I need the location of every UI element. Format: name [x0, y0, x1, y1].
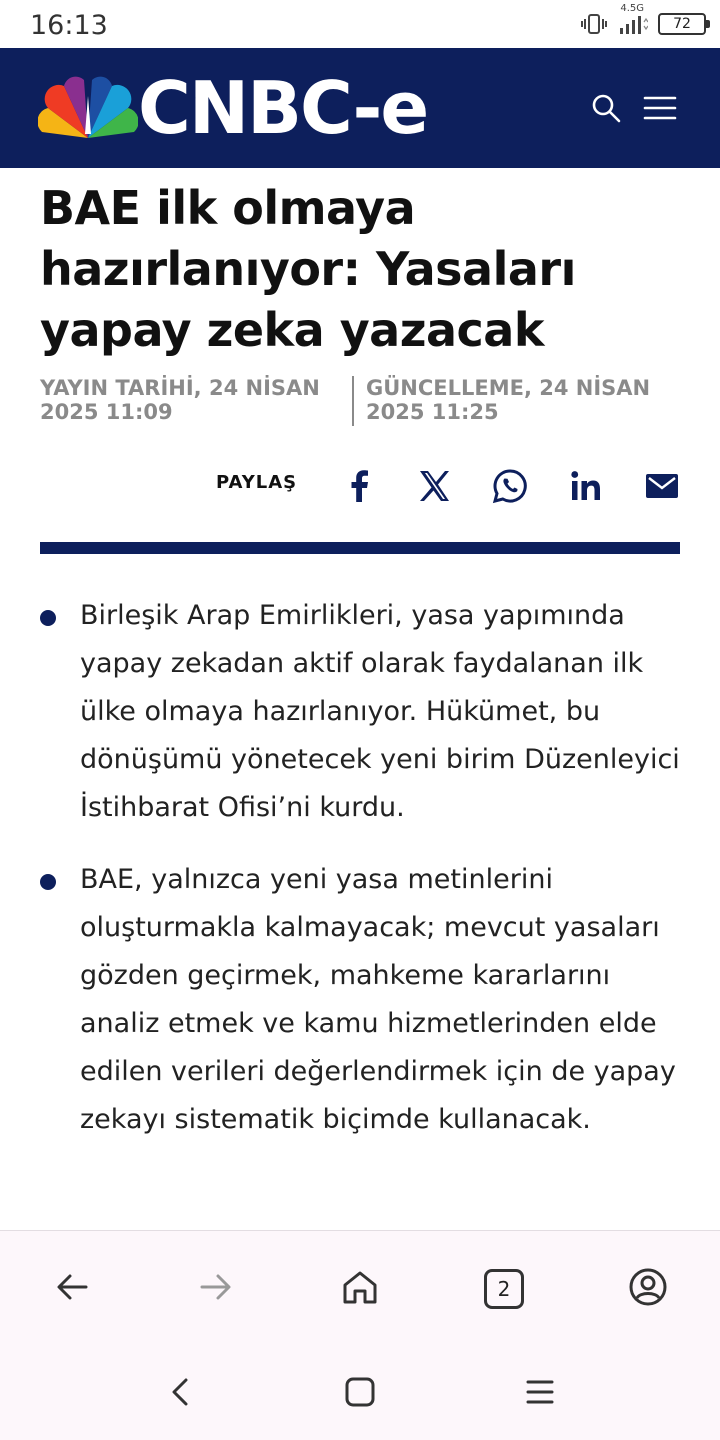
account-icon[interactable] — [628, 1267, 668, 1307]
share-label: PAYLAŞ — [216, 472, 298, 493]
nav-recent-icon[interactable] — [522, 1374, 558, 1410]
forward-arrow-icon[interactable] — [196, 1267, 236, 1307]
vibrate-icon — [580, 12, 608, 36]
mail-icon[interactable] — [642, 466, 682, 506]
facebook-icon[interactable] — [340, 466, 380, 506]
updated-date: GÜNCELLEME, 24 NİSAN 2025 11:25 — [366, 376, 651, 424]
status-time: 16:13 — [30, 10, 108, 41]
bullet-text: Birleşik Arap Emirlikleri, yasa yapımında yapay zekadan aktif olarak faydalanan ilk ülke olmaya hazırlanıyor. Hükümet, bu dönüşümü yönetecek yeni birim Düzenleyici İstihbarat Ofisi’ni kurdu. — [80, 600, 680, 823]
search-icon[interactable] — [588, 90, 624, 126]
home-icon[interactable] — [340, 1267, 380, 1307]
published-date: YAYIN TARİHİ, 24 NİSAN 2025 11:09 — [40, 376, 320, 424]
back-arrow-icon[interactable] — [52, 1267, 92, 1307]
summary-list — [40, 592, 680, 1168]
x-icon[interactable] — [414, 466, 454, 506]
menu-icon[interactable] — [642, 90, 678, 126]
battery-level: 72 — [673, 16, 691, 32]
list-item — [40, 856, 680, 1144]
battery-icon — [658, 13, 706, 35]
nav-home-icon[interactable] — [342, 1374, 378, 1410]
status-bar — [0, 0, 720, 48]
date-divider — [352, 376, 354, 426]
article-headline: BAE ilk olmaya hazırlanıyor: Yasaları yapay zeka yazacak — [40, 181, 576, 357]
browser-toolbar — [0, 1230, 720, 1342]
status-icons — [580, 6, 706, 42]
list-item — [40, 592, 680, 832]
peacock-logo-icon — [38, 76, 138, 140]
site-header — [0, 48, 720, 168]
nav-back-icon[interactable] — [164, 1374, 200, 1410]
network-type: 4.5G — [620, 3, 644, 14]
logo-text: CNBC-e — [138, 66, 428, 150]
linkedin-icon[interactable] — [566, 466, 606, 506]
whatsapp-icon[interactable] — [490, 466, 530, 506]
tabs-button[interactable] — [484, 1269, 524, 1309]
tab-count: 2 — [497, 1277, 511, 1301]
share-bar — [0, 460, 720, 510]
bullet-text: BAE, yalnızca yeni yasa metinlerini oluşturmakla kalmayacak; mevcut yasaları gözden geçirmek, mahkeme kararlarını analiz etmek ve kamu hizmetlerinden elde edilen verileri değerlendirmek için de yapay zekayı sistematik biçimde kullanacak. — [80, 864, 676, 1135]
system-navigation — [0, 1342, 720, 1440]
article-dates — [40, 376, 680, 426]
bullet-icon — [40, 610, 56, 626]
section-divider — [40, 542, 680, 554]
site-logo[interactable] — [38, 66, 428, 150]
signal-icon — [618, 12, 648, 36]
bullet-icon — [40, 874, 56, 890]
